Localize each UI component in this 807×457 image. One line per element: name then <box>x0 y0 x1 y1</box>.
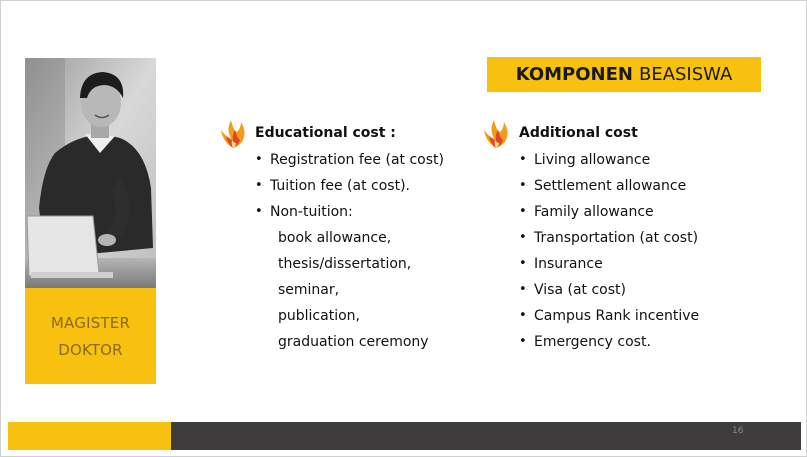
list-item: seminar, <box>278 282 340 298</box>
list-item: • Insurance <box>519 251 699 277</box>
list-item: • Settlement allowance <box>519 173 699 199</box>
footer-accent-bar <box>8 422 171 450</box>
non-tuition-sublist <box>278 225 429 355</box>
list-item: thesis/dissertation, <box>278 256 412 272</box>
program-magister: MAGISTER <box>50 314 131 332</box>
list-item: • Registration fee (at cost) <box>255 147 444 173</box>
list-item: • Campus Rank incentive <box>519 303 699 329</box>
educational-cost-heading: Educational cost : <box>255 125 396 141</box>
slide-title <box>487 57 761 92</box>
list-item: • Transportation (at cost) <box>519 225 699 251</box>
title-normal: BEASISWA <box>638 64 733 85</box>
footer-bar <box>171 422 801 450</box>
list-item: • Living allowance <box>519 147 699 173</box>
list-item: graduation ceremony <box>278 334 429 350</box>
title-bold: KOMPONEN <box>515 64 633 85</box>
additional-cost-heading: Additional cost <box>519 125 638 141</box>
flame-icon <box>480 118 512 150</box>
page-number: 16 <box>732 426 744 436</box>
list-item: • Family allowance <box>519 199 699 225</box>
list-item: • Emergency cost. <box>519 329 699 355</box>
student-laptop-photo <box>25 58 156 288</box>
list-item: publication, <box>278 308 360 324</box>
additional-cost-list <box>519 147 699 355</box>
list-item: • Visa (at cost) <box>519 277 699 303</box>
program-panel-text <box>25 310 156 364</box>
flame-icon <box>217 118 249 150</box>
program-doktor: DOKTOR <box>58 341 123 359</box>
list-item: book allowance, <box>278 230 392 246</box>
list-item: • Tuition fee (at cost). <box>255 173 444 199</box>
list-item: • Non-tuition: <box>255 199 444 225</box>
educational-cost-list <box>255 147 444 225</box>
